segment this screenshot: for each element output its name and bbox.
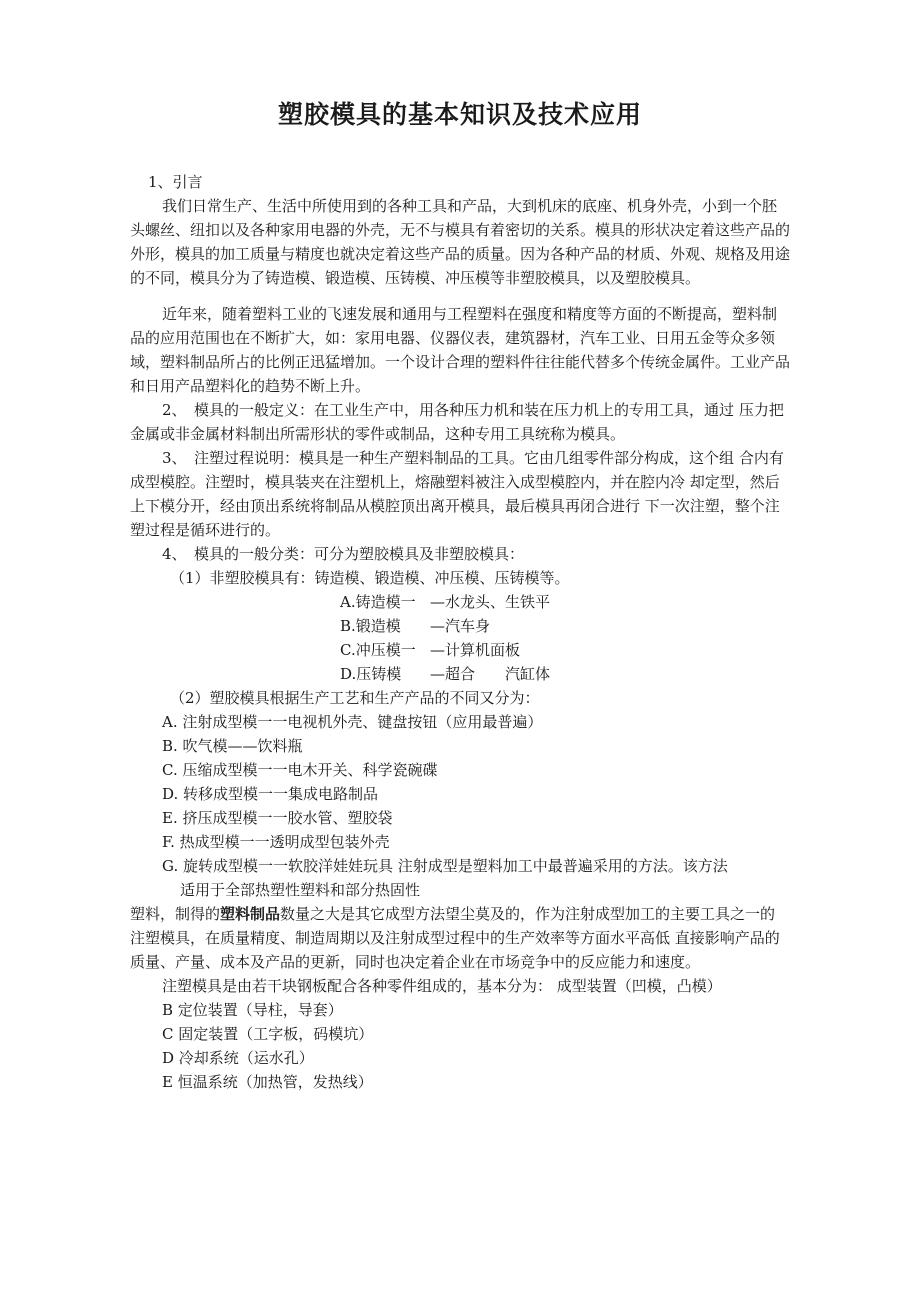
- nonplastic-heading: （1）非塑胶模具有：铸造模、锻造模、冲压模、压铸模等。: [170, 569, 570, 587]
- list-item: E. 挤压成型模一一胶水管、塑胶袋: [162, 809, 393, 827]
- paragraph-injection: 塑料，制得的塑料制品数量之大是其它成型方法望尘莫及的，作为注射成型加工的主要工具之一的注塑模具，在质量精度、制造周期以及注射成型过程中的生产效率等方面水平高低 直接影响产品的质量、产量、成本及产品的更新，同时也决定着企业在市场竞争中的反应能力和速度。: [130, 905, 780, 971]
- list-item: G. 旋转成型模一一软胶洋娃娃玩具 注射成型是塑料加工中最普遍采用的方法。该方法: [162, 857, 728, 875]
- bold-term: 塑料制品: [220, 905, 281, 923]
- section-heading: 1、引言: [148, 173, 203, 191]
- paragraph-trend: 近年来，随着塑料工业的飞速发展和通用与工程塑料在强度和精度等方面的不断提高，塑料制品的应用范围也在不断扩大，如：家用电器、仪器仪表，建筑器材，汽车工业、日用五金等众多领域，塑料制品所占的比例正迅猛增加。一个设计合理的塑料件往往能代替多个传统金属件。工业产品和日用产品塑料化的趋势不断上升。: [130, 305, 791, 395]
- list-item: B.锻造模 —汽车身: [340, 617, 491, 635]
- list-item: A. 注射成型模一一电视机外壳、键盘按钮（应用最普遍）: [162, 713, 543, 731]
- list-item: C. 压缩成型模一一电木开关、科学瓷碗碟: [162, 761, 438, 779]
- list-item: D. 转移成型模一一集成电路制品: [162, 785, 379, 803]
- list-item: D 冷却系统（运水孔）: [162, 1049, 314, 1067]
- paragraph-mold-parts: 注塑模具是由若干块钢板配合各种零件组成的，基本分为： 成型装置（凹模，凸模）: [162, 977, 722, 995]
- document-body: [130, 170, 790, 1094]
- paragraph-continuation: 适用于全部热塑性塑料和部分热固性: [180, 881, 421, 899]
- paragraph-intro: 我们日常生产、生活中所使用到的各种工具和产品，大到机床的底座、机身外壳，小到一个胚头螺丝、纽扣以及各种家用电器的外壳，无不与模具有着密切的关系。模具的形状决定着这些产品的外形，模具的加工质量与精度也就决定着这些产品的质量。因为各种产品的材质、外观、规格及用途的不同，模具分为了铸造模、锻造模、压铸模、冲压模等非塑胶模具，以及塑胶模具。: [130, 197, 791, 287]
- list-item: A.铸造模一 —水龙头、生铁平: [340, 593, 551, 611]
- paragraph-process: 3、 注塑过程说明：模具是一种生产塑料制品的工具。它由几组零件部分构成，这个组 合内有成型模腔。注塑时，模具装夹在注塑机上，熔融塑料被注入成型模腔内，并在腔内冷 却定型，然后上下模分开，经由顶出系统将制品从模腔顶出离开模具，最后模具再闭合进行 下一次注塑，整个注塑过程是循环进行的。: [130, 449, 784, 539]
- paragraph-definition: 2、 模具的一般定义：在工业生产中，用各种压力机和装在压力机上的专用工具，通过 压力把金属或非金属材料制出所需形状的零件或制品，这种专用工具统称为模具。: [130, 401, 784, 443]
- list-item: D.压铸模 —超合 汽缸体: [340, 665, 551, 683]
- list-item: C 固定装置（工字板，码模坑）: [162, 1025, 374, 1043]
- list-item: C.冲压模一 —计算机面板: [340, 641, 521, 659]
- list-item: B. 吹气模——饮料瓶: [162, 737, 303, 755]
- paragraph-classification: 4、 模具的一般分类：可分为塑胶模具及非塑胶模具：: [162, 545, 525, 563]
- document-title: 塑胶模具的基本知识及技术应用: [277, 100, 642, 129]
- parts-list: [130, 998, 790, 1094]
- plastic-list: [130, 710, 790, 878]
- list-item: E 恒温系统（加热管，发热线）: [162, 1073, 373, 1091]
- list-item: B 定位装置（导柱，导套）: [162, 1001, 343, 1019]
- plastic-heading: （2）塑胶模具根据生产工艺和生产产品的不同又分为：: [170, 689, 540, 707]
- list-item: F. 热成型模一一透明成型包装外壳: [162, 833, 390, 851]
- nonplastic-list: [130, 590, 790, 686]
